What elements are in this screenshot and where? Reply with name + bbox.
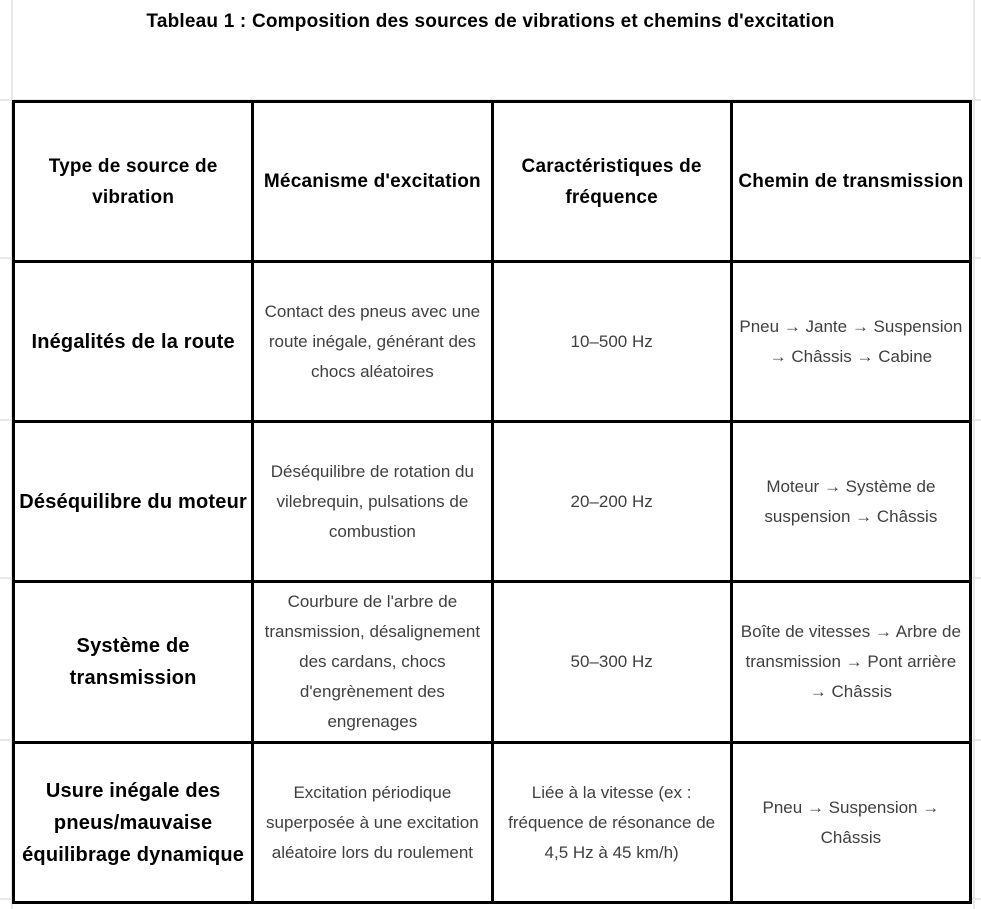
cell-mechanism: Contact des pneus avec une route inégale, générant des chocs aléatoires [253,262,492,422]
cell-source-type: Déséquilibre du moteur [14,422,253,582]
vibration-sources-table [12,100,972,904]
cell-frequency: 20–200 Hz [492,422,731,582]
cell-mechanism: Excitation périodique superposée à une excitation aléatoire lors du roulement [253,743,492,903]
cell-transmission-path: Pneu → Suspension → Châssis [731,743,970,903]
cell-frequency: 10–500 Hz [492,262,731,422]
cell-transmission-path: Pneu → Jante → Suspension → Châssis → Cabine [731,262,970,422]
cell-frequency: 50–300 Hz [492,582,731,743]
table-row [14,582,971,743]
cell-source-type: Système de transmission [14,582,253,743]
table-row [14,743,971,903]
cell-source-type: Inégalités de la route [14,262,253,422]
table-row [14,422,971,582]
column-header-source-type: Type de source de vibration [14,102,253,262]
table-caption: Tableau 1 : Composition des sources de vibrations et chemins d'excitation [146,11,835,32]
cell-mechanism: Courbure de l'arbre de transmission, désalignement des cardans, chocs d'engrènement des engrenages [253,582,492,743]
column-header-mechanism: Mécanisme d'excitation [253,102,492,262]
cell-mechanism: Déséquilibre de rotation du vilebrequin, pulsations de combustion [253,422,492,582]
cell-transmission-path: Boîte de vitesses → Arbre de transmission → Pont arrière → Châssis [731,582,970,743]
header-row [14,102,971,262]
cell-transmission-path: Moteur → Système de suspension → Châssis [731,422,970,582]
column-header-transmission: Chemin de transmission [731,102,970,262]
gridline-extension-right [973,0,975,909]
column-header-frequency: Caractéristiques de fréquence [492,102,731,262]
cell-frequency: Liée à la vitesse (ex : fréquence de résonance de 4,5 Hz à 45 km/h) [492,743,731,903]
cell-source-type: Usure inégale des pneus/mauvaise équilibrage dynamique [14,743,253,903]
table-row [14,262,971,422]
